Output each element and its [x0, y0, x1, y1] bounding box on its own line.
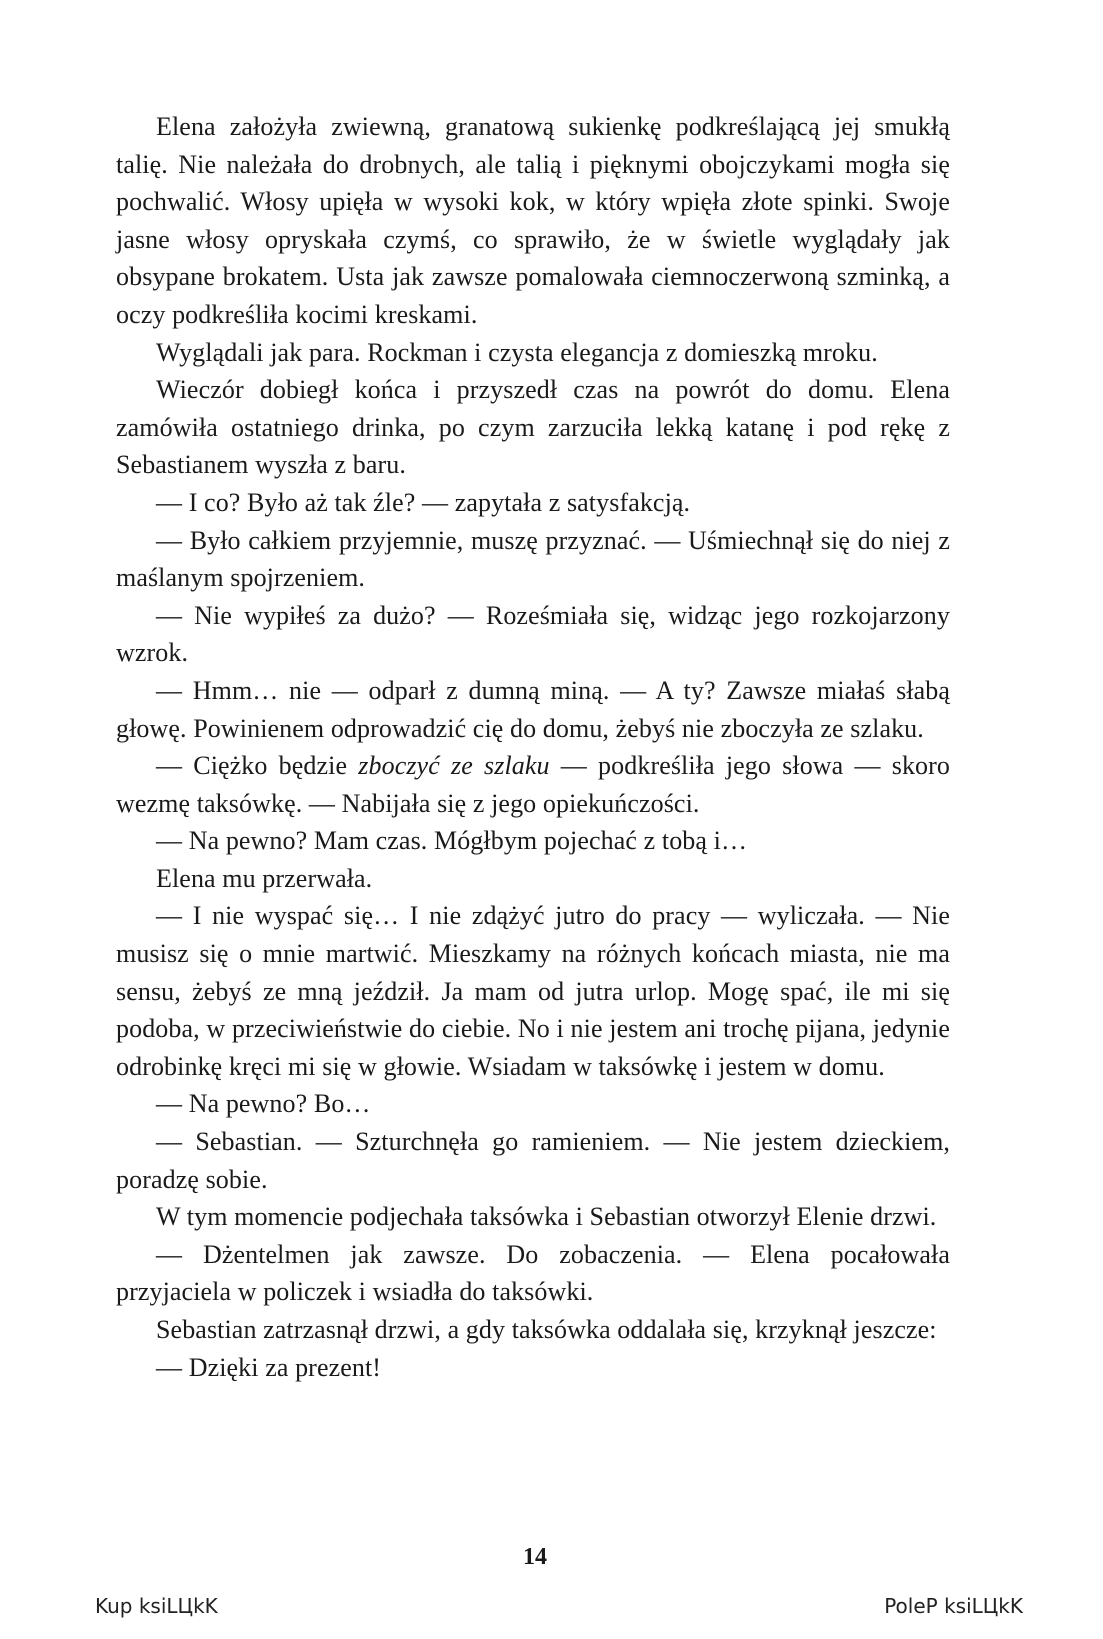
page-number: 14: [523, 1544, 547, 1570]
paragraph: Elena mu przerwała.: [156, 863, 373, 893]
paragraph: — I co? Było aż tak źle? — zapytała z satysfakcją.: [156, 487, 691, 517]
paragraph-with-italic: [116, 747, 950, 822]
italic-phrase: zboczyć ze szlaku: [358, 751, 550, 781]
paragraph: Sebastian zatrzasnął drzwi, a gdy taksówka oddalała się, krzyknął jeszcze:: [156, 1315, 937, 1344]
buy-book-link[interactable]: Kup ksiLЦkK: [95, 1594, 218, 1618]
text-run: — podkreśliła jego słowa — skoro wezmę taksówkę. — Nabijała się z jego opiekuńczości.: [116, 751, 951, 818]
paragraph: — I nie wyspać się… I nie zdążyć jutro do pracy — wyliczała. — Nie musisz się o mnie martwić. Mieszkamy na różnych końcach miasta, nie ma sensu, żebyś ze mną jeździł. Ja mam od jutra urlop. Mogę spać, ile mi się podoba, w przeciwieństwie do ciebie. No i nie jestem ani trochę pijana, jedynie odrobinkę kręci mi się w głowie. Wsiadam w taksówkę i jestem w domu.: [116, 901, 950, 1081]
book-text: [116, 108, 950, 1386]
paragraph: — Na pewno? Bo…: [156, 1089, 371, 1119]
paragraph: — Dzięki za prezent!: [156, 1352, 382, 1382]
recommend-book-link[interactable]: PoleP ksiLЦkK: [884, 1594, 1023, 1618]
paragraph: — Nie wypiłeś za dużo? — Roześmiała się, widząc jego rozkojarzony wzrok.: [116, 600, 950, 668]
text-run: — Ciężko będzie: [156, 751, 359, 781]
paragraph: — Hmm… nie — odparł z dumną miną. — A ty? Zawsze miałaś słabą głowę. Powinienem odprowadzić cię do domu, żebyś nie zboczyła ze szlaku.: [116, 675, 950, 743]
paragraph: Wieczór dobiegł końca i przyszedł czas na powrót do domu. Elena zamówiła ostatniego drinka, po czym zarzuciła lekką katanę i pod rękę z Sebastianem wyszła z baru.: [116, 375, 950, 480]
paragraph: W tym momencie podjechała taksówka i Sebastian otworzył Elenie drzwi.: [156, 1202, 937, 1232]
paragraph: — Dżentelmen jak zawsze. Do zobaczenia. — Elena pocałowała przyjaciela w policzek i wsiadła do taksówki.: [116, 1239, 950, 1307]
paragraph: Elena założyła zwiewną, granatową sukienkę podkreślającą jej smukłą talię. Nie należała do drobnych, ale talią i pięknymi obojczykami mogła się pochwalić. Włosy upięła w wysoki kok, w który wpięła złote spinki. Swoje jasne włosy opryskała czymś, co sprawiło, że w świetle wyglądały jak obsypane brokatem. Usta jak zawsze pomalowała ciemnoczerwoną szminką, a oczy podkreśliła kocimi kreskami.: [116, 112, 950, 329]
paragraph: — Na pewno? Mam czas. Mógłbym pojechać z tobą i…: [156, 826, 748, 856]
paragraph: Wyglądali jak para. Rockman i czysta elegancja z domieszką mroku.: [156, 337, 878, 367]
paragraph: — Było całkiem przyjemnie, muszę przyznać. — Uśmiechnął się do niej z maślanym spojrzeniem.: [116, 525, 950, 593]
paragraph: — Sebastian. — Szturchnęła go ramieniem. — Nie jestem dzieckiem, poradzę sobie.: [116, 1127, 950, 1194]
